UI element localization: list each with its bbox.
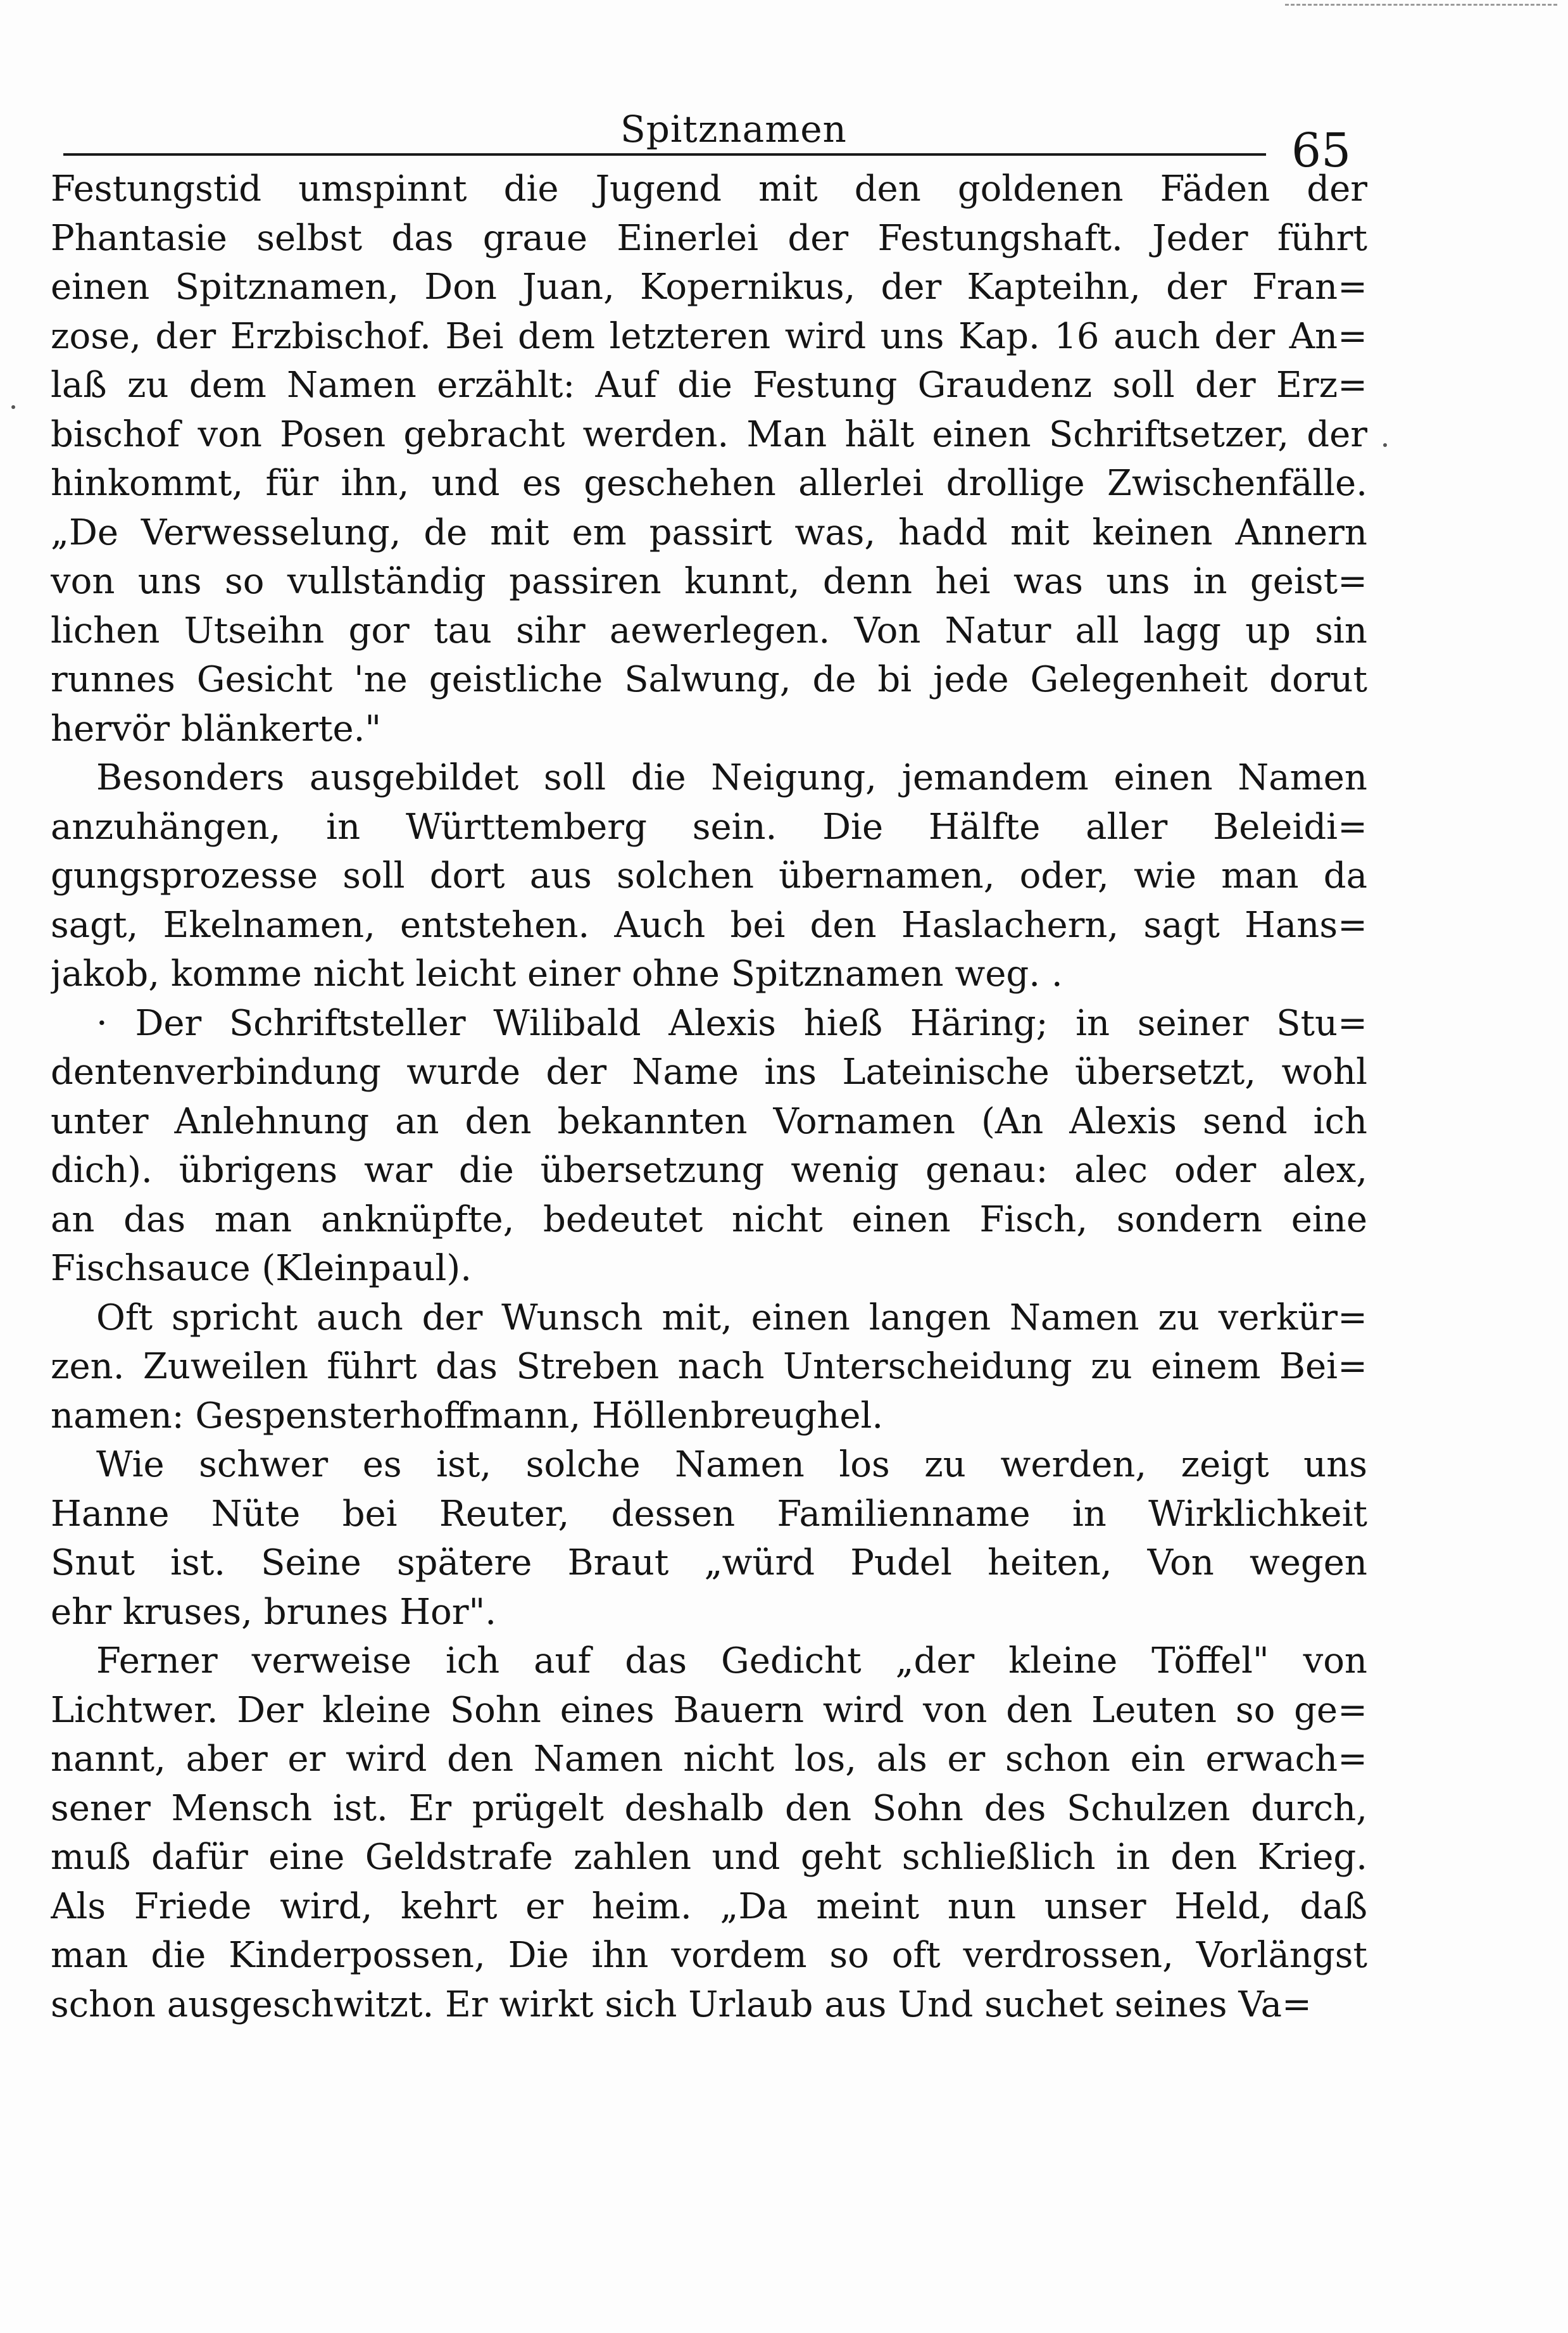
paragraph bbox=[51, 753, 1367, 999]
text-line: · Der Schriftsteller Wilibald Alexis hieß Häring; in seiner Stu= bbox=[96, 1002, 1367, 1044]
scan-speck bbox=[1383, 443, 1387, 447]
text-line: muß dafür eine Geldstrafe zahlen und geht schließlich in den Krieg. bbox=[51, 1837, 1367, 1878]
page-number: 65 bbox=[1291, 123, 1352, 178]
body-text bbox=[51, 165, 1367, 2029]
text-line: runnes Gesicht 'ne geistliche Salwung, de bi jede Gelegenheit dorut bbox=[51, 659, 1367, 700]
text-line: Hanne Nüte bei Reuter, dessen Familienname in Wirklichkeit bbox=[51, 1493, 1367, 1535]
text-line: gungsprozesse soll dort aus solchen übernamen, oder, wie man da bbox=[51, 855, 1367, 896]
paragraph bbox=[51, 1637, 1367, 2029]
text-line: dentenverbindung wurde der Name ins Lateinische übersetzt, wohl bbox=[51, 1052, 1367, 1093]
text-line: jakob, komme nicht leicht einer ohne Spitznamen weg. . bbox=[51, 953, 1063, 995]
page-header bbox=[51, 95, 1380, 178]
text-line: unter Anlehnung an den bekannten Vornamen (An Alexis send ich bbox=[51, 1100, 1367, 1142]
text-line: lichen Utseihn gor tau sihr aewerlegen. Von Natur all lagg up sin bbox=[51, 610, 1367, 651]
text-line: hervör blänkerte." bbox=[51, 708, 382, 750]
paragraph bbox=[51, 1440, 1367, 1637]
text-line: Oft spricht auch der Wunsch mit, einen langen Namen zu verkür= bbox=[96, 1297, 1367, 1338]
paragraph bbox=[51, 1293, 1367, 1441]
text-line: Festungstid umspinnt die Jugend mit den goldenen Fäden der bbox=[51, 168, 1367, 210]
text-line: einen Spitznamen, Don Juan, Kopernikus, der Kapteihn, der Fran= bbox=[51, 267, 1367, 308]
text-line: an das man anknüpfte, bedeutet nicht einen Fisch, sondern eine bbox=[51, 1198, 1367, 1240]
text-line: namen: Gespensterhoffmann, Höllenbreughel. bbox=[51, 1395, 884, 1437]
text-line: Als Friede wird, kehrt er heim. „Da meint nun unser Held, daß bbox=[51, 1885, 1367, 1927]
text-line: Phantasie selbst das graue Einerlei der Festungshaft. Jeder führt bbox=[51, 217, 1367, 259]
text-line: schon ausgeschwitzt. Er wirkt sich Urlaub aus Und suchet seines Va= bbox=[51, 1984, 1312, 2025]
text-line: zose, der Erzbischof. Bei dem letzteren wird uns Kap. 16 auch der An= bbox=[51, 315, 1367, 357]
text-line: laß zu dem Namen erzählt: Auf die Festung Graudenz soll der Erz= bbox=[51, 365, 1367, 406]
paragraph bbox=[51, 999, 1367, 1293]
text-line: bischof von Posen gebracht werden. Man hält einen Schriftsetzer, der bbox=[51, 413, 1367, 455]
text-line: sener Mensch ist. Er prügelt deshalb den Sohn des Schulzen durch, bbox=[51, 1787, 1367, 1829]
paragraph bbox=[51, 165, 1367, 753]
text-line: von uns so vullständig passiren kunnt, denn hei was uns in geist= bbox=[51, 561, 1367, 602]
running-head: Spitznamen bbox=[620, 108, 847, 151]
text-line: man die Kinderpossen, Die ihn vordem so oft verdrossen, Vorlängst bbox=[51, 1935, 1367, 1976]
text-line: „De Verwesselung, de mit em passirt was, hadd mit keinen Annern bbox=[51, 512, 1367, 553]
header-rule bbox=[63, 153, 1266, 156]
scan-edge-mark bbox=[1285, 4, 1557, 6]
scan-speck bbox=[11, 405, 15, 409]
text-line: dich). übrigens war die übersetzung wenig genau: alec oder alex, bbox=[51, 1150, 1367, 1191]
text-line: zen. Zuweilen führt das Streben nach Unterscheidung zu einem Bei= bbox=[51, 1346, 1367, 1387]
text-line: anzuhängen, in Württemberg sein. Die Hälfte aller Beleidi= bbox=[51, 806, 1367, 848]
text-line: Wie schwer es ist, solche Namen los zu werden, zeigt uns bbox=[96, 1444, 1367, 1485]
text-line: Lichtwer. Der kleine Sohn eines Bauern wird von den Leuten so ge= bbox=[51, 1689, 1367, 1731]
text-line: nannt, aber er wird den Namen nicht los, als er schon ein erwach= bbox=[51, 1739, 1367, 1780]
text-line: ehr kruses, brunes Hor". bbox=[51, 1591, 497, 1633]
text-line: Besonders ausgebildet soll die Neigung, jemandem einen Namen bbox=[96, 757, 1367, 798]
text-line: Fischsauce (Kleinpaul). bbox=[51, 1248, 472, 1289]
text-line: hinkommt, für ihn, und es geschehen allerlei drollige Zwischenfälle. bbox=[51, 463, 1367, 504]
text-line: sagt, Ekelnamen, entstehen. Auch bei den Haslachern, sagt Hans= bbox=[51, 904, 1367, 946]
text-line: Ferner verweise ich auf das Gedicht „der kleine Töffel" von bbox=[96, 1640, 1367, 1682]
text-line: Snut ist. Seine spätere Braut „würd Pudel heiten, Von wegen bbox=[51, 1542, 1367, 1583]
